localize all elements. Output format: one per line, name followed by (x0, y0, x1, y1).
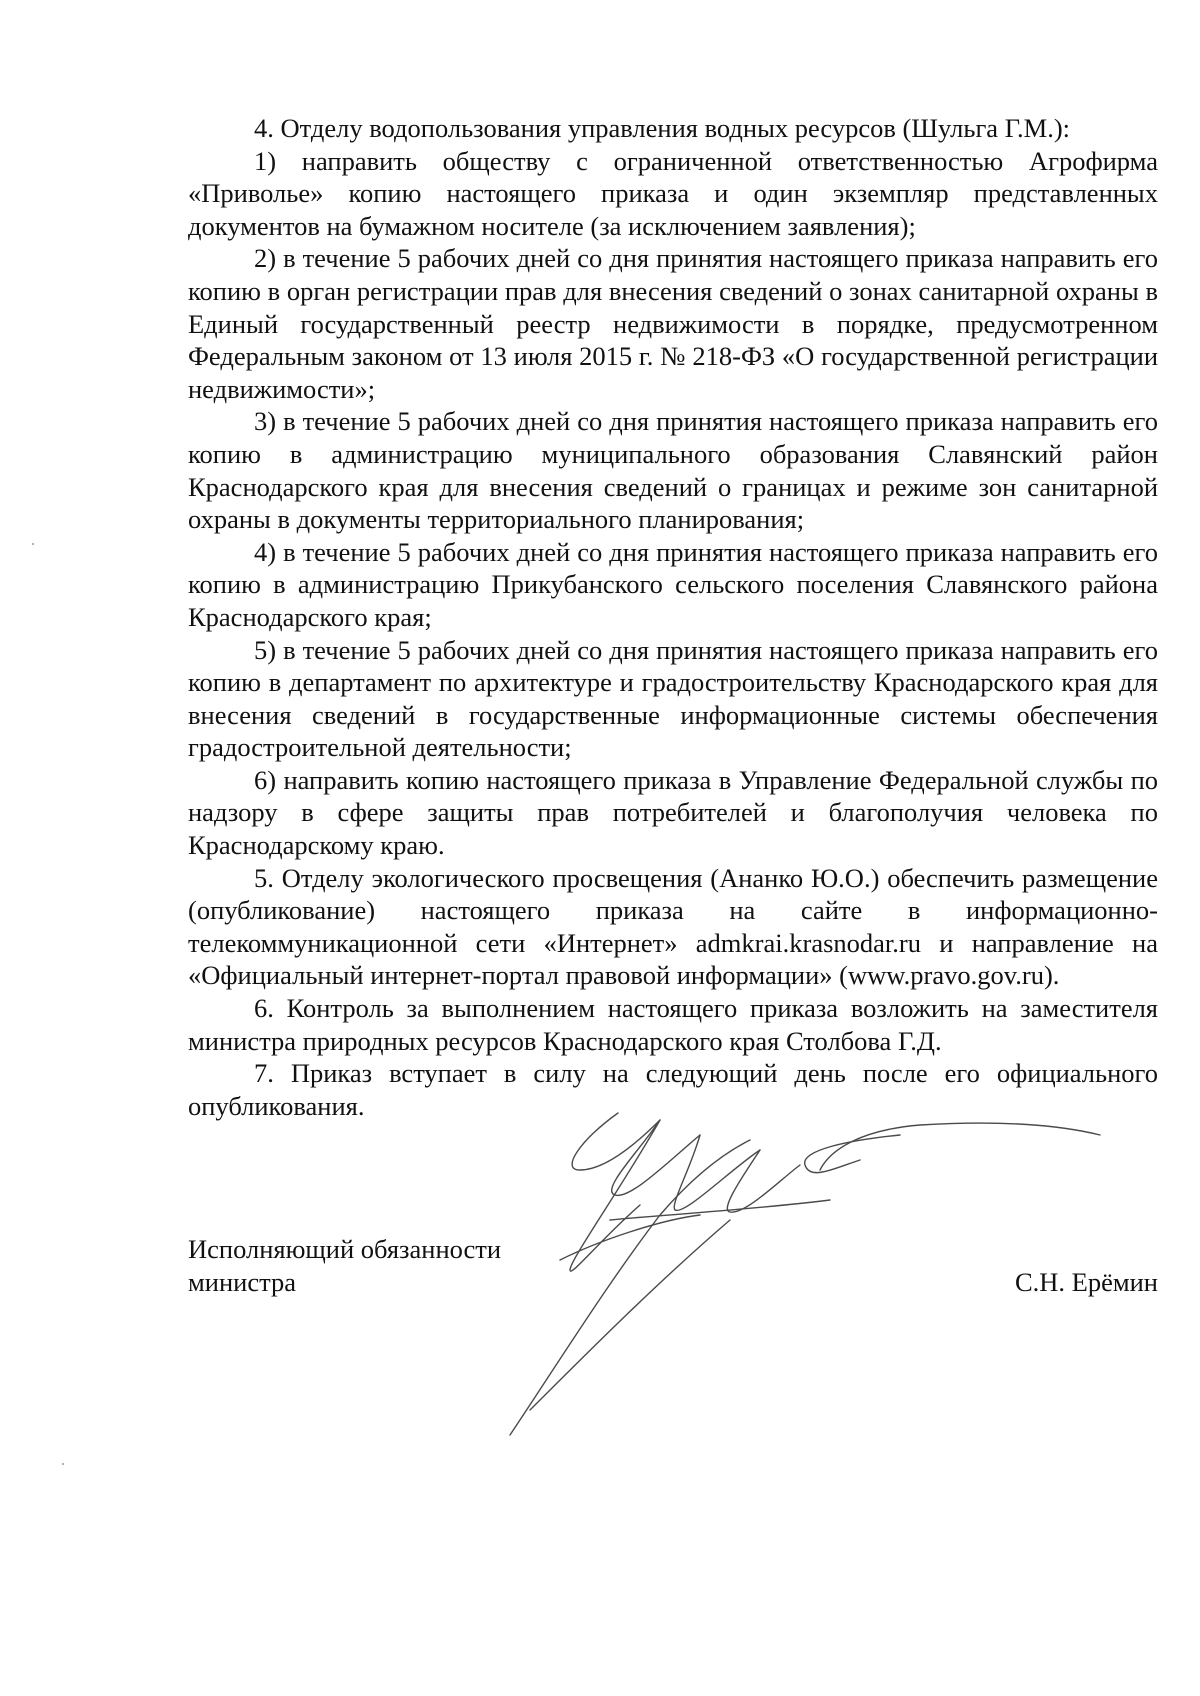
signatory-name: С.Н. Ерёмин (1014, 1267, 1158, 1297)
scan-speck (62, 1463, 64, 1465)
paragraph-subitem-4: 4) в течение 5 рабочих дней со дня принятия настоящего приказа направить его копию в администрацию Прикубанского сельского поселения Славянского района Краснодарского края; (188, 536, 1158, 632)
paragraph-subitem-6: 6) направить копию настоящего приказа в Управление Федеральной службы по надзору в сфере защиты прав потребителей и благополучия человека по Краснодарскому краю. (188, 764, 1158, 861)
handwritten-signature (500, 1110, 1140, 1440)
paragraph-item-5: 5. Отделу экологического просвещения (Ананко Ю.О.) обеспечить размещение (опубликование) настоящего приказа на сайте в информационно-телекоммуникационной сети «Интернет» admkrai.krasnodar.ru и направление на «Официальный интернет-портал правовой информации» (www.pravo.gov.ru). (188, 862, 1158, 991)
paragraph-subitem-3: 3) в течение 5 рабочих дней со дня принятия настоящего приказа направить его копию в администрацию муниципального образования Славянский район Краснодарского края для внесения сведений о границах и режиме зон санитарной охраны в документы территориального планирования; (188, 406, 1158, 535)
scan-speck (32, 543, 34, 545)
signatory-title-line2: министра (188, 1267, 296, 1297)
paragraph-subitem-1: 1) направить обществу с ограниченной ответственностью Агрофирма «Приволье» копию настоящего приказа и один экземпляр представленных документов на бумажном носителе (за исключением заявления); (188, 145, 1158, 241)
paragraph-subitem-2: 2) в течение 5 рабочих дней со дня принятия настоящего приказа направить его копию в орган регистрации прав для внесения сведений о зонах санитарной охраны в Единый государственный реестр недвижимости в порядке, предусмотренном Федеральным законом от 13 июля 2015 г. № 218-ФЗ «О государственной регистрации недвижимости»; (188, 243, 1158, 404)
paragraph-item-4: 4. Отделу водопользования управления водных ресурсов (Шульга Г.М.): (254, 113, 1071, 143)
paragraph-subitem-5: 5) в течение 5 рабочих дней со дня принятия настоящего приказа направить его копию в департамент по архитектуре и градостроительству Краснодарского края для внесения сведений в государственные информационные системы обеспечения градостроительной деятельности; (188, 634, 1158, 763)
paragraph-item-6: 6. Контроль за выполнением настоящего приказа возложить на заместителя министра природных ресурсов Краснодарского края Столбова Г.Д. (188, 993, 1158, 1056)
paragraph-item-7: 7. Приказ вступает в силу на следующий день после его официального опубликования. (188, 1058, 1158, 1121)
document-body (188, 112, 1158, 1122)
signatory-title-line1: Исполняющий обязанности (188, 1234, 502, 1264)
signatory-title (188, 1233, 501, 1299)
